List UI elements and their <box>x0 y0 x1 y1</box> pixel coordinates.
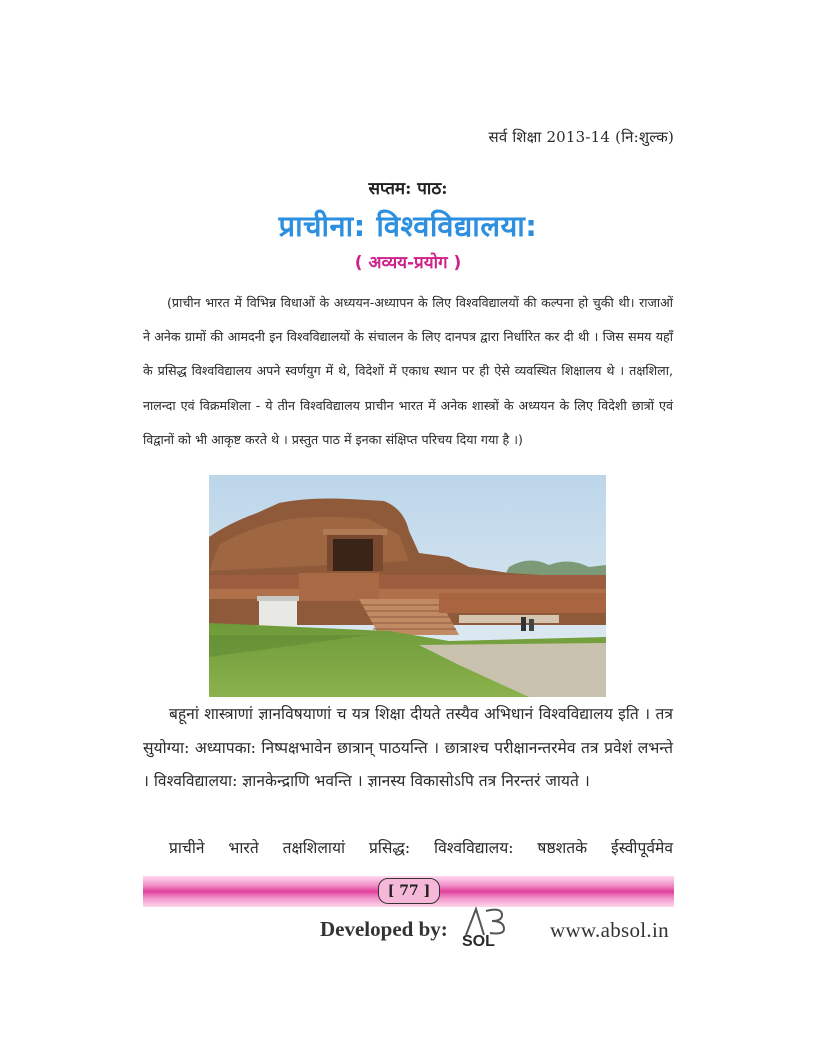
university-ruins-photo <box>209 475 606 697</box>
logo-text: SOL <box>462 933 495 949</box>
body-paragraph-2-text: प्राचीने भारते तक्षशिलायां प्रसिद्ध: विश्वविद्यालय: षष्ठशतके ईस्वीपूर्वमेव <box>169 839 673 857</box>
intro-text: (प्राचीन भारत में विभिन्न विधाओं के अध्ययन-अध्यापन के लिए विश्वविद्यालयों की कल्पना हो चुकी थी। राजाओं ने अनेक ग्रामों की आमदनी इन विश्वविद्यालयों के संचालन के लिए दानपत्र द्वारा निर्धारित कर दी थी । जिस समय यहाँ के प्रसिद्ध विश्वविद्यालय अपने स्वर्णयुग में थे, विदेशों में एकाध स्थान पर ही ऐसे व्यवस्थित शिक्षालय थे । तक्षशिला, नालन्दा एवं विक्रमशिला - ये तीन विश्वविद्यालय प्राचीन भारत में अनेक शास्त्रों के अध्ययन के लिए विदेशी छात्रों एवं विद्वानों को भी आकृष्ट करते थे । प्रस्तुत पाठ में इनका संक्षिप्त परिचय दिया गया है ।) <box>143 295 673 447</box>
body-paragraph-1-text: बहूनां शास्त्राणां ज्ञानविषयाणां च यत्र शिक्षा दीयते तस्यैव अभिधानं विश्वविद्यालय इति । तत्र सुयोग्या: अध्यापका: निष्पक्षभावेन छात्रान् पाठयन्ति । छात्राश्च परीक्षानन्तरमेव तत्र प्रवेशं लभन्ते । विश्वविद्यालया: ज्ञानकेन्द्राणि भवन्ति । ज्ञानस्य विकासोऽपि तत्र निरन्तरं जायते । <box>143 705 673 791</box>
body-paragraph-1 <box>143 698 673 799</box>
website-link[interactable]: www.absol.in <box>550 918 669 942</box>
developed-by-label: Developed by: <box>320 917 448 941</box>
lesson-title: प्राचीना: विश्वविद्यालया: <box>278 209 538 243</box>
intro-paragraph <box>143 286 673 457</box>
lesson-number: सप्तम: पाठ: <box>368 179 448 199</box>
header-note: सर्व शिक्षा 2013-14 (नि:शुल्क) <box>488 128 674 146</box>
body-paragraph-2 <box>143 832 673 866</box>
lesson-subtitle: ( अव्यय-प्रयोग ) <box>354 253 462 273</box>
absol-logo <box>452 905 526 949</box>
page-number: [ 77 ] <box>378 878 440 904</box>
